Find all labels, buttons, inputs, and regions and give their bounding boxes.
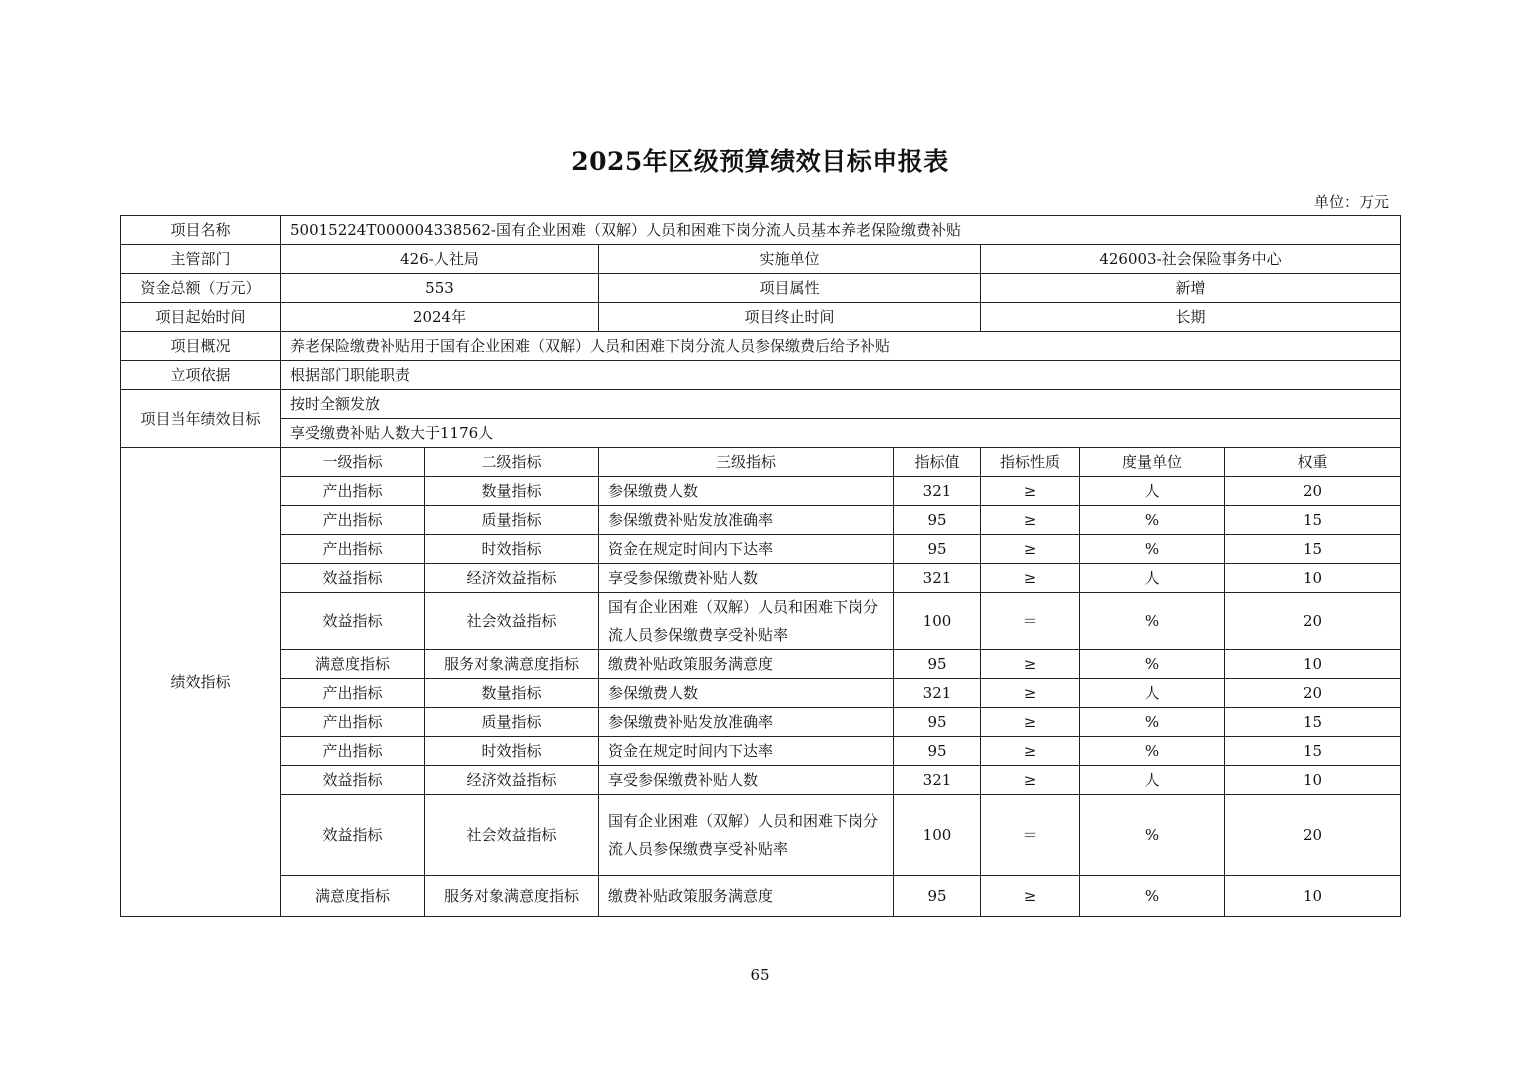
indicator-row — [121, 564, 1401, 593]
row-goal-2 — [121, 419, 1401, 448]
level1-cell: 效益指标 — [281, 795, 425, 876]
weight-cell: 20 — [1225, 477, 1401, 506]
indicator-value-cell: 321 — [894, 564, 981, 593]
level3-cell: 参保缴费人数 — [599, 679, 894, 708]
indicators-section-label: 绩效指标 — [121, 448, 281, 917]
implementing-unit-label: 实施单位 — [599, 245, 981, 274]
level1-cell: 产出指标 — [281, 506, 425, 535]
measure-unit-cell: 人 — [1080, 564, 1225, 593]
indicator-nature-cell: ≥ — [981, 679, 1080, 708]
level2-cell: 社会效益指标 — [425, 795, 599, 876]
level1-cell: 效益指标 — [281, 766, 425, 795]
measure-unit-cell: % — [1080, 795, 1225, 876]
indicator-value-cell: 100 — [894, 593, 981, 650]
level1-cell: 产出指标 — [281, 679, 425, 708]
indicator-nature-cell: ≥ — [981, 876, 1080, 917]
header-level3: 三级指标 — [599, 448, 894, 477]
header-level2: 二级指标 — [425, 448, 599, 477]
annual-goal-item: 享受缴费补贴人数大于1176人 — [281, 419, 1401, 448]
row-department — [121, 245, 1401, 274]
indicator-row — [121, 708, 1401, 737]
indicator-value-cell: 321 — [894, 766, 981, 795]
indicator-row — [121, 650, 1401, 679]
level1-cell: 产出指标 — [281, 708, 425, 737]
project-attribute-label: 项目属性 — [599, 274, 981, 303]
level2-cell: 质量指标 — [425, 506, 599, 535]
indicator-nature-cell: ≥ — [981, 766, 1080, 795]
header-weight: 权重 — [1225, 448, 1401, 477]
project-name-label: 项目名称 — [121, 216, 281, 245]
row-funding — [121, 274, 1401, 303]
indicator-nature-cell: ≥ — [981, 650, 1080, 679]
indicator-row — [121, 535, 1401, 564]
project-name-value: 50015224T000004338562-国有企业困难（双解）人员和困难下岗分流人员基本养老保险缴费补贴 — [281, 216, 1401, 245]
indicator-nature-cell: ≥ — [981, 708, 1080, 737]
department-label: 主管部门 — [121, 245, 281, 274]
indicator-row — [121, 795, 1401, 876]
annual-goal-item: 按时全额发放 — [281, 390, 1401, 419]
level2-cell: 数量指标 — [425, 679, 599, 708]
level3-cell: 享受参保缴费补贴人数 — [599, 766, 894, 795]
header-nature: 指标性质 — [981, 448, 1080, 477]
weight-cell: 15 — [1225, 535, 1401, 564]
indicator-value-cell: 95 — [894, 535, 981, 564]
level3-cell: 享受参保缴费补贴人数 — [599, 564, 894, 593]
annual-goal-label: 项目当年绩效目标 — [121, 390, 281, 448]
indicator-row — [121, 766, 1401, 795]
indicator-row — [121, 593, 1401, 650]
measure-unit-cell: % — [1080, 708, 1225, 737]
weight-cell: 10 — [1225, 564, 1401, 593]
end-time-label: 项目终止时间 — [599, 303, 981, 332]
level3-cell: 资金在规定时间内下达率 — [599, 737, 894, 766]
level2-cell: 社会效益指标 — [425, 593, 599, 650]
level3-cell: 缴费补贴政策服务满意度 — [599, 876, 894, 917]
row-period — [121, 303, 1401, 332]
indicator-value-cell: 95 — [894, 876, 981, 917]
measure-unit-cell: % — [1080, 876, 1225, 917]
indicator-header-row — [121, 448, 1401, 477]
indicator-value-cell: 95 — [894, 708, 981, 737]
level3-cell: 参保缴费补贴发放准确率 — [599, 708, 894, 737]
weight-cell: 10 — [1225, 650, 1401, 679]
weight-cell: 15 — [1225, 708, 1401, 737]
implementing-unit-value: 426003-社会保险事务中心 — [981, 245, 1401, 274]
weight-cell: 10 — [1225, 876, 1401, 917]
indicator-nature-cell: ≥ — [981, 535, 1080, 564]
indicator-nature-cell: ＝ — [981, 795, 1080, 876]
indicator-row — [121, 506, 1401, 535]
indicator-value-cell: 95 — [894, 506, 981, 535]
indicator-value-cell: 95 — [894, 650, 981, 679]
overview-label: 项目概况 — [121, 332, 281, 361]
overview-value: 养老保险缴费补贴用于国有企业困难（双解）人员和困难下岗分流人员参保缴费后给予补贴 — [281, 332, 1401, 361]
department-value: 426-人社局 — [281, 245, 599, 274]
weight-cell: 15 — [1225, 506, 1401, 535]
level1-cell: 效益指标 — [281, 564, 425, 593]
level3-cell: 国有企业困难（双解）人员和困难下岗分流人员参保缴费享受补贴率 — [599, 593, 894, 650]
row-basis — [121, 361, 1401, 390]
level2-cell: 时效指标 — [425, 535, 599, 564]
start-time-label: 项目起始时间 — [121, 303, 281, 332]
level2-cell: 经济效益指标 — [425, 766, 599, 795]
basis-value: 根据部门职能职责 — [281, 361, 1401, 390]
header-unit: 度量单位 — [1080, 448, 1225, 477]
measure-unit-cell: 人 — [1080, 766, 1225, 795]
basis-label: 立项依据 — [121, 361, 281, 390]
end-time-value: 长期 — [981, 303, 1401, 332]
level1-cell: 满意度指标 — [281, 650, 425, 679]
level1-cell: 满意度指标 — [281, 876, 425, 917]
header-level1: 一级指标 — [281, 448, 425, 477]
unit-note: 单位：万元 — [1313, 193, 1389, 211]
indicator-row — [121, 679, 1401, 708]
indicator-nature-cell: ＝ — [981, 593, 1080, 650]
weight-cell: 20 — [1225, 679, 1401, 708]
level2-cell: 服务对象满意度指标 — [425, 650, 599, 679]
measure-unit-cell: 人 — [1080, 477, 1225, 506]
indicator-nature-cell: ≥ — [981, 506, 1080, 535]
level3-cell: 参保缴费人数 — [599, 477, 894, 506]
measure-unit-cell: % — [1080, 506, 1225, 535]
indicator-value-cell: 321 — [894, 679, 981, 708]
total-funds-label: 资金总额（万元） — [121, 274, 281, 303]
level3-cell: 缴费补贴政策服务满意度 — [599, 650, 894, 679]
level1-cell: 效益指标 — [281, 593, 425, 650]
level2-cell: 服务对象满意度指标 — [425, 876, 599, 917]
indicator-nature-cell: ≥ — [981, 477, 1080, 506]
weight-cell: 15 — [1225, 737, 1401, 766]
level1-cell: 产出指标 — [281, 737, 425, 766]
level3-cell: 国有企业困难（双解）人员和困难下岗分流人员参保缴费享受补贴率 — [599, 795, 894, 876]
indicator-value-cell: 321 — [894, 477, 981, 506]
weight-cell: 10 — [1225, 766, 1401, 795]
performance-target-table — [120, 215, 1401, 917]
indicator-nature-cell: ≥ — [981, 737, 1080, 766]
indicator-row — [121, 737, 1401, 766]
measure-unit-cell: % — [1080, 535, 1225, 564]
level1-cell: 产出指标 — [281, 535, 425, 564]
level2-cell: 质量指标 — [425, 708, 599, 737]
measure-unit-cell: % — [1080, 593, 1225, 650]
measure-unit-cell: % — [1080, 737, 1225, 766]
project-attribute-value: 新增 — [981, 274, 1401, 303]
level2-cell: 数量指标 — [425, 477, 599, 506]
row-overview — [121, 332, 1401, 361]
level2-cell: 经济效益指标 — [425, 564, 599, 593]
level3-cell: 参保缴费补贴发放准确率 — [599, 506, 894, 535]
weight-cell: 20 — [1225, 593, 1401, 650]
page-title: 2025年区级预算绩效目标申报表 — [571, 147, 949, 176]
indicator-row — [121, 477, 1401, 506]
total-funds-value: 553 — [281, 274, 599, 303]
level2-cell: 时效指标 — [425, 737, 599, 766]
level3-cell: 资金在规定时间内下达率 — [599, 535, 894, 564]
measure-unit-cell: 人 — [1080, 679, 1225, 708]
measure-unit-cell: % — [1080, 650, 1225, 679]
weight-cell: 20 — [1225, 795, 1401, 876]
indicator-value-cell: 95 — [894, 737, 981, 766]
indicator-row — [121, 876, 1401, 917]
row-goal-1 — [121, 390, 1401, 419]
indicator-nature-cell: ≥ — [981, 564, 1080, 593]
indicator-value-cell: 100 — [894, 795, 981, 876]
row-project-name — [121, 216, 1401, 245]
page-number: 65 — [750, 966, 770, 984]
header-value: 指标值 — [894, 448, 981, 477]
start-time-value: 2024年 — [281, 303, 599, 332]
level1-cell: 产出指标 — [281, 477, 425, 506]
